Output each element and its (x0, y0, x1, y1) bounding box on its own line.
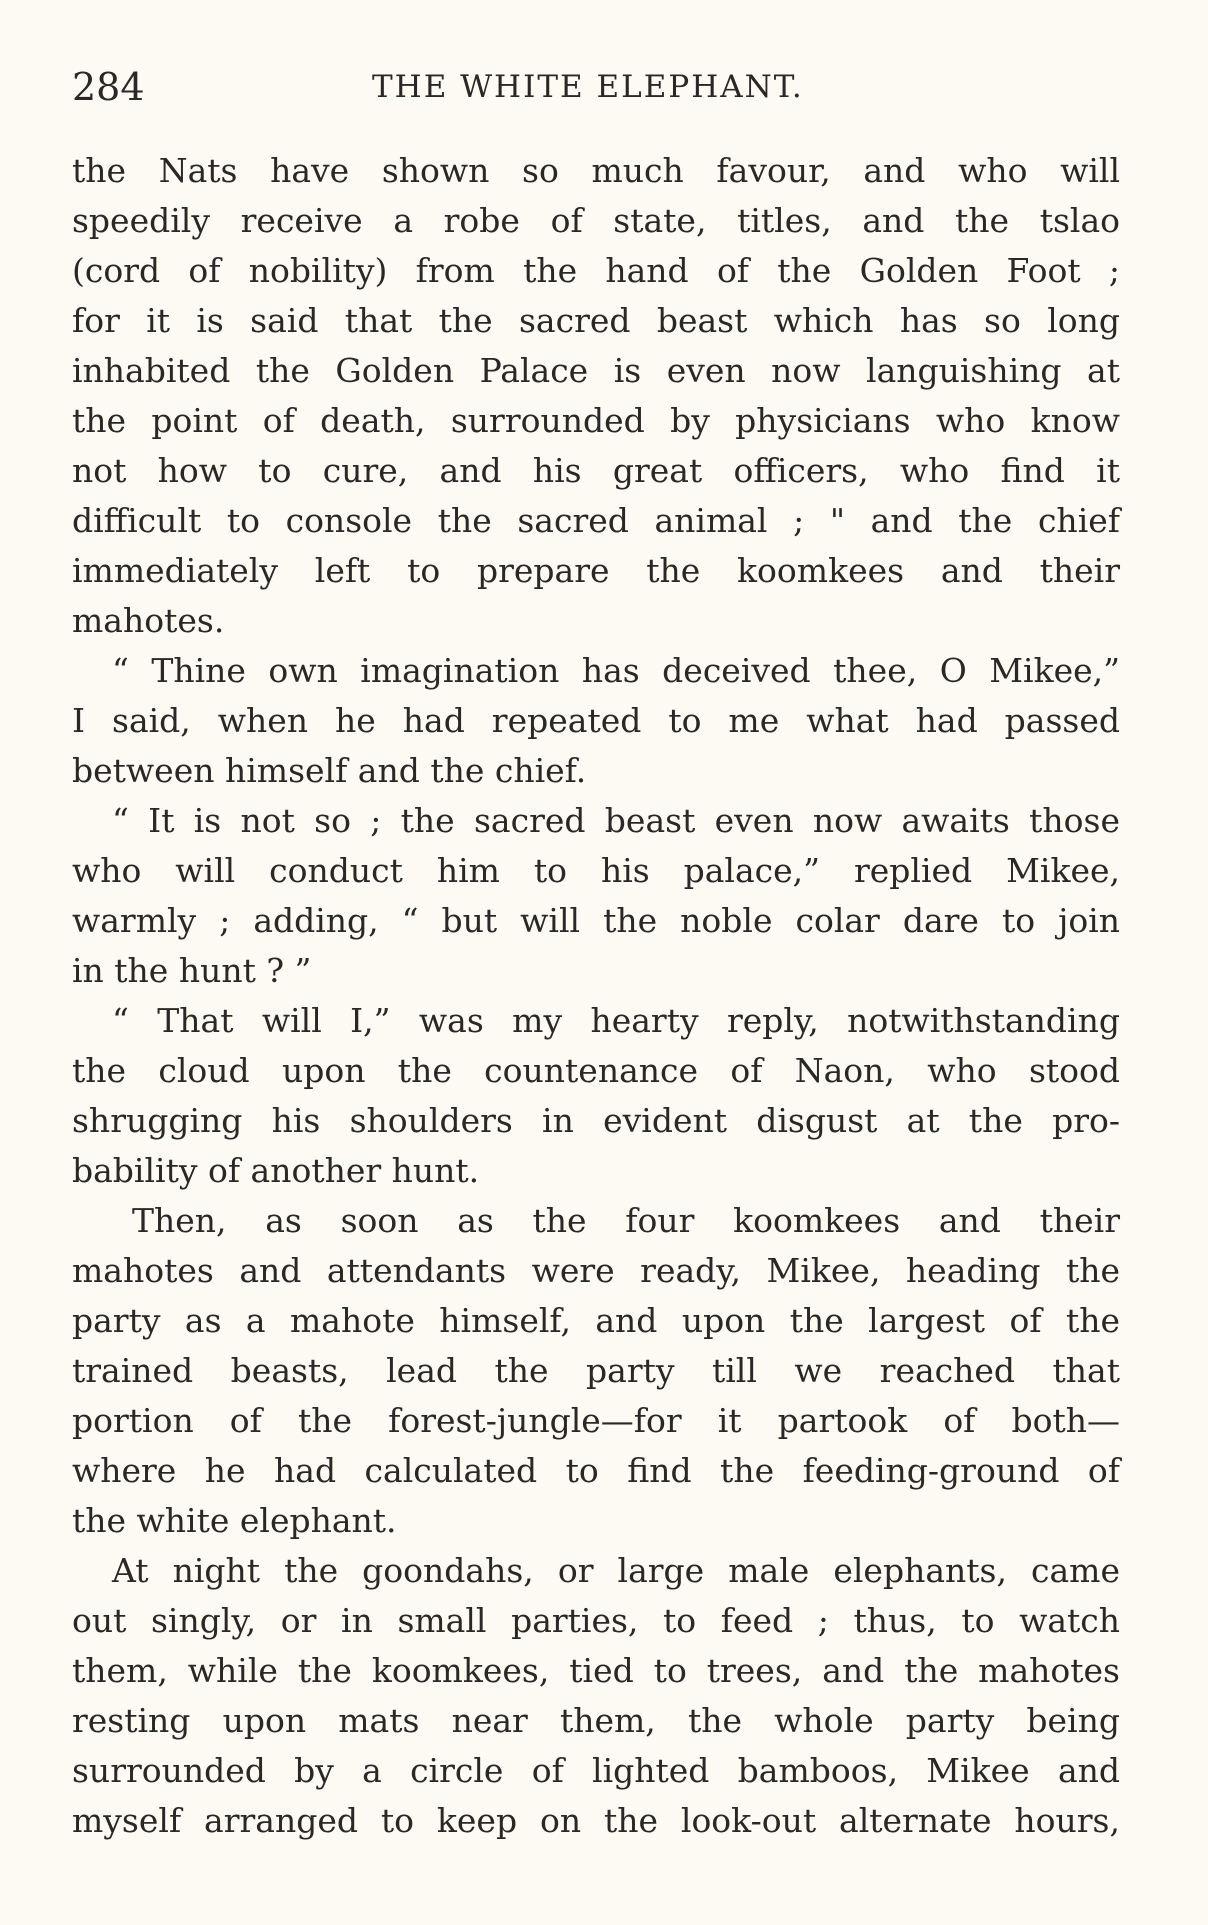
text-line: immediately left to prepare the koomkees and their (72, 551, 1120, 590)
text-line: “ It is not so ; the sacred beast even now awaits those (112, 801, 1120, 840)
running-head (72, 62, 1124, 112)
text-line: I said, when he had repeated to me what had passed (72, 701, 1120, 740)
text-line: not how to cure, and his great officers, who find it (72, 451, 1120, 490)
text-line: shrugging his shoulders in evident disgust at the pro- (72, 1101, 1120, 1140)
text-line: between himself and the chief. (72, 751, 587, 790)
text-line: them, while the koomkees, tied to trees, and the mahotes (72, 1651, 1120, 1690)
text-line: the cloud upon the countenance of Naon, who stood (72, 1051, 1120, 1090)
text-line: who will conduct him to his palace,” replied Mikee, (72, 851, 1120, 890)
text-line: (cord of nobility) from the hand of the Golden Foot ; (72, 251, 1120, 290)
running-title: THE WHITE ELEPHANT. (372, 69, 804, 105)
text-line: portion of the forest-jungle—for it partook of both— (72, 1401, 1120, 1440)
text-line: warmly ; adding, “ but will the noble colar dare to join (72, 901, 1120, 940)
text-line: surrounded by a circle of lighted bamboos, Mikee and (72, 1751, 1120, 1790)
text-line: out singly, or in small parties, to feed ; thus, to watch (72, 1601, 1120, 1640)
text-line: At night the goondahs, or large male elephants, came (112, 1551, 1120, 1590)
body-text (72, 146, 1120, 1846)
text-line: where he had calculated to find the feeding-ground of (72, 1451, 1120, 1490)
text-line: bability of another hunt. (72, 1151, 480, 1190)
text-line: resting upon mats near them, the whole party being (72, 1701, 1120, 1740)
text-line: speedily receive a robe of state, titles, and the tslao (72, 201, 1120, 240)
text-line: the white elephant. (72, 1501, 397, 1540)
text-line: for it is said that the sacred beast which has so long (72, 301, 1120, 340)
text-line: “ That will I,” was my hearty reply, notwithstanding (112, 1001, 1120, 1040)
text-line: difficult to console the sacred animal ; " and the chief (72, 501, 1120, 540)
text-line: mahotes. (72, 601, 225, 640)
text-line: “ Thine own imagination has deceived thee, O Mikee,” (112, 651, 1120, 690)
text-line: inhabited the Golden Palace is even now languishing at (72, 351, 1120, 390)
text-line: in the hunt ? ” (72, 951, 312, 990)
text-line: mahotes and attendants were ready, Mikee, heading the (72, 1251, 1120, 1290)
text-line: the point of death, surrounded by physicians who know (72, 401, 1120, 440)
text-line: Then, as soon as the four koomkees and their (132, 1201, 1120, 1240)
text-line: party as a mahote himself, and upon the largest of the (72, 1301, 1120, 1340)
text-line: the Nats have shown so much favour, and who will (72, 151, 1120, 190)
text-line: trained beasts, lead the party till we reached that (72, 1351, 1120, 1390)
text-line: myself arranged to keep on the look-out alternate hours, (72, 1801, 1120, 1840)
page-number: 284 (72, 65, 145, 109)
